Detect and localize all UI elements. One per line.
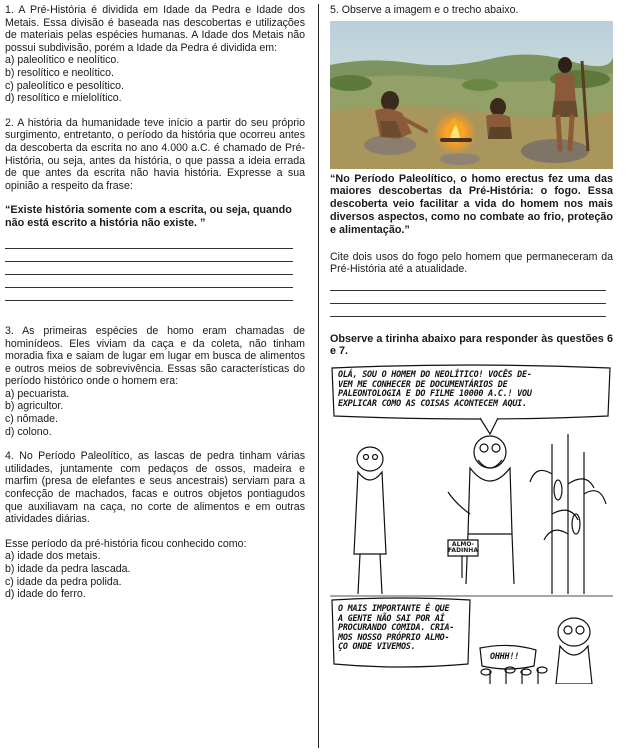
neolithic-man-panel-1 [448, 436, 514, 584]
left-column [5, 4, 305, 601]
answer-line[interactable] [330, 278, 606, 291]
q1-option-a[interactable]: a) paleolítico e neolítico. [5, 54, 120, 67]
q4-stem: 4. No Período Paleolítico, as lascas de pedra tinham várias utilidades, juntamente com pedaços de ossos, madeira e marfim (presa de elefantes e seus ancestrais) serviam para a confecção de machados, facas e outros objetos pontiagudos que auxiliavam na caça, no corte de alimentos e em outras atividades diárias. [5, 450, 305, 526]
q4-option-b[interactable]: b) idade da pedra lascada. [5, 563, 131, 575]
q3-option-d[interactable]: d) colono. [5, 425, 52, 438]
q1-option-b[interactable]: b) resolítico e neolítico. [5, 66, 114, 79]
prehistoric-fire-scene-illustration [330, 21, 613, 169]
q4-option-a[interactable]: a) idade dos metais. [5, 550, 101, 563]
q3-option-c[interactable]: c) nômade. [5, 413, 58, 426]
question-3 [5, 325, 305, 438]
speech-balloon-2-text [338, 604, 468, 652]
answer-line[interactable] [5, 236, 293, 249]
comic-intro: Observe a tirinha abaixo para responder às questões 6 e 7. [330, 332, 613, 358]
q1-stem: 1. A Pré-História é dividida em Idade da Pedra e Idade dos Metais. Essa divisão é baseada nas descobertas e utilizações de materiais pelas espécies humanas. A Idade dos Metais não possui subdivisão, porém a Idade da Pedra é dividida em: [5, 4, 305, 54]
fire-scene-svg [330, 21, 613, 169]
answer-line[interactable] [5, 288, 293, 301]
q2-answer-lines[interactable] [5, 236, 293, 301]
answer-line[interactable] [5, 262, 293, 275]
balloon-1-line: PALEONTOLOGIA E DO FILME 10000 A.C.! VOU [338, 388, 532, 399]
q4-option-d[interactable]: d) idade do ferro. [5, 588, 86, 601]
q3-option-a[interactable]: a) pecuarista. [5, 387, 70, 400]
sprouting-crops [481, 667, 547, 684]
corn-plants [530, 434, 606, 594]
campfire [433, 111, 477, 155]
neolithic-comic-strip [330, 364, 613, 684]
q1-option-c[interactable]: c) paleolítico e pesolítico. [5, 79, 124, 92]
q2-quote: “Existe história somente com a escrita, ou seja, quando não está escrito a história não existe. ” [5, 204, 292, 230]
balloon-1-line: VEM ME CONHECER DE DOCUMENTÁRIOS DE [338, 378, 508, 389]
balloon-1-line: OLÁ, SOU O HOMEM DO NEOLÍTICO! VOCÊS DE- [338, 368, 532, 379]
balloon-2-line: ÇO ONDE VIVEMOS. [338, 641, 416, 652]
q3-option-b[interactable]: b) agricultor. [5, 400, 64, 413]
balloon-2-line: MOS NOSSO PRÓPRIO ALMO- [338, 631, 450, 642]
balloon-2-line: A GENTE NÃO SAI POR AÍ [338, 612, 445, 623]
balloon-1-line: EXPLICAR COMO AS COISAS ACONTECEM AQUI. [338, 397, 527, 408]
balloon-2-line: O MAIS IMPORTANTE É QUE [338, 602, 450, 613]
q1-option-d[interactable]: d) resolítico e mielolítico. [5, 92, 122, 105]
q5-quote: “No Período Paleolítico, o homo erectus fez uma das maiores descobertas da Pré-História: o fogo. Essa descoberta veio facilitar a vida do homem nos mais diversos aspectos, como no combate ao frio, proteção e alimentação.” [330, 172, 613, 236]
q5-answer-lines[interactable] [330, 278, 606, 317]
almofadinha-sign-text [448, 542, 478, 555]
sign-line: FADINHA [448, 547, 478, 555]
sign-line: ALMO- [451, 540, 475, 548]
q2-stem: 2. A história da humanidade teve início a partir do seu próprio surgimento, entretanto, o período da história que ocorreu antes da descoberta da escrita no ano 4.000 a.C. é chamado de Pré-História, ou seja, antes da história, o que passa a ideia errada de que antes da escrita não havia história. Expresse a sua opinião a respeito da frase: [5, 116, 305, 192]
balloon-2-line: PROCURANDO COMIDA. CRIA- [338, 622, 455, 633]
speech-balloon-1-text [338, 370, 610, 408]
question-2 [5, 117, 305, 301]
question-1 [5, 4, 305, 105]
q5-question: Cite dois usos do fogo pelo homem que permaneceram da Pré-História até a atualidade. [330, 250, 613, 276]
question-4 [5, 450, 305, 601]
answer-line[interactable] [5, 275, 293, 288]
q3-stem: 3. As primeiras espécies de homo eram chamadas de hominídeos. Eles viviam da caça e da coleta, não tinham moradia fixa e saiam de lugar em lugar em busca de alimentos e outros meios de sobrevivência. Essas são características do período histórico onde o homem era: [5, 324, 305, 388]
right-column [330, 4, 613, 684]
answer-line[interactable] [330, 291, 606, 304]
q5-stem: 5. Observe a imagem e o trecho abaixo. [330, 4, 519, 16]
q4-option-c[interactable]: c) idade da pedra polida. [5, 575, 122, 588]
neighbor-caveman-left [354, 447, 386, 594]
speech-balloon-3-text: OHHH!! [490, 650, 520, 661]
neolithic-man-panel-2 [556, 618, 592, 684]
answer-line[interactable] [330, 304, 606, 317]
q4-question: Esse período da pré-história ficou conhecido como: [5, 537, 247, 550]
column-divider [318, 4, 319, 748]
answer-line[interactable] [5, 249, 293, 262]
balloon-1-tail [480, 418, 498, 434]
